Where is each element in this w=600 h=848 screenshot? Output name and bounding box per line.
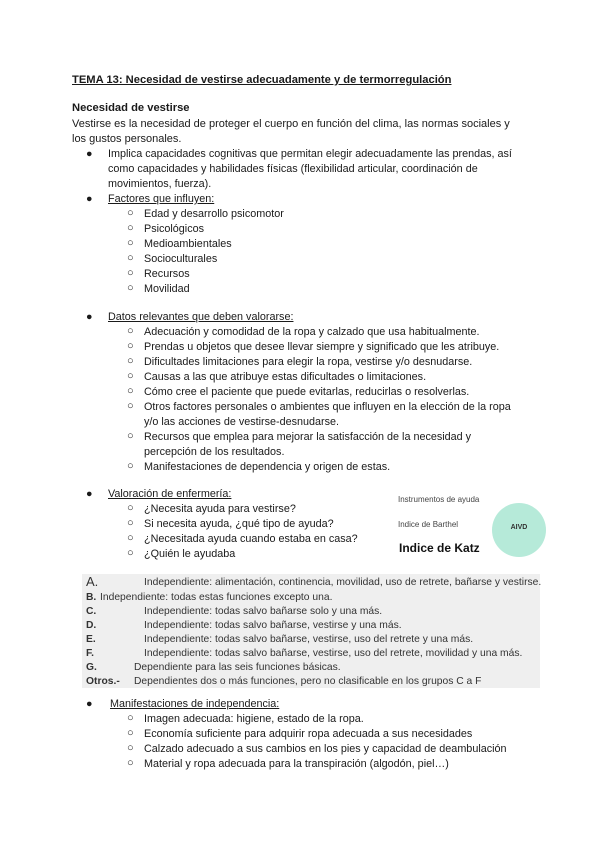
list-item-text: Recursos que emplea para mejorar la satisfacción de la necesidad y — [144, 431, 472, 443]
barthel-label: Indice de Barthel — [398, 520, 459, 529]
circle-bullet: ○ — [127, 385, 134, 397]
circle-bullet: ○ — [127, 532, 134, 544]
circle-bullet: ○ — [127, 517, 134, 529]
circle-bullet: ○ — [127, 502, 134, 514]
katz-desc: Independiente: todas salvo bañarse, vestirse, uso del retrete y una más. — [144, 634, 474, 645]
circle-bullet: ○ — [127, 712, 134, 724]
list-item-text: percepción de los resultados. — [144, 446, 285, 458]
list-item-text: Si necesita ayuda, ¿qué tipo de ayuda? — [144, 518, 334, 530]
katz-desc: Independiente: todas salvo bañarse, vestirse, uso del retrete, movilidad y una más. — [144, 648, 523, 659]
list-item-text: Material y ropa adecuada para la transpiración (algodón, piel…) — [144, 758, 449, 770]
list-item-text: Medioambientales — [144, 238, 232, 250]
instrumentos-label: Instrumentos de ayuda — [398, 495, 480, 504]
list-item-text: Socioculturales — [144, 253, 218, 265]
katz-desc: Dependiente para las seis funciones básicas. — [134, 662, 341, 673]
katz-key: G. — [86, 662, 97, 673]
list-item-text: Calzado adecuado a sus cambios en los pies y capacidad de deambulación — [144, 743, 507, 755]
bullet-dot: ● — [86, 488, 93, 500]
list-item-text: Cómo cree el paciente que puede evitarlas, reducirlas o resolverlas. — [144, 386, 470, 398]
circle-bullet: ○ — [127, 340, 134, 352]
list-item-text: Imagen adecuada: higiene, estado de la ropa. — [144, 713, 364, 725]
circle-bullet: ○ — [127, 547, 134, 559]
bullet-dot: ● — [86, 148, 93, 160]
circle-bullet: ○ — [127, 267, 134, 279]
katz-key: B. — [86, 592, 97, 603]
katz-desc: Dependientes dos o más funciones, pero no clasificable en los grupos C a F — [134, 676, 482, 687]
intro-line: los gustos personales. — [72, 133, 182, 145]
bullet-text: Implica capacidades cognitivas que permitan elegir adecuadamente las prendas, así — [108, 148, 512, 160]
list-item-text: Prendas u objetos que desee llevar siempre y significado que les atribuye. — [144, 341, 500, 353]
intro-paragraph — [72, 117, 532, 147]
circle-bullet: ○ — [127, 400, 134, 412]
list-item-text: Adecuación y comodidad de la ropa y calzado que usa habitualmente. — [144, 326, 480, 338]
circle-bullet: ○ — [127, 207, 134, 219]
bullet-dot: ● — [86, 698, 93, 710]
circle-bullet: ○ — [127, 727, 134, 739]
avd-label: AIVD — [510, 524, 528, 531]
katz-desc: Independiente: alimentación, continencia, movilidad, uso de retrete, bañarse y vestirse. — [144, 577, 542, 588]
bullet-text: como capacidades y habilidades físicas (flexibilidad articular, coordinación de — [108, 163, 478, 175]
circle-bullet: ○ — [127, 430, 134, 442]
katz-key: Otros.- — [86, 676, 120, 687]
list-item-text: ¿Quién le ayudaba — [144, 548, 236, 560]
katz-key: A. — [86, 574, 99, 589]
list-item-text: Movilidad — [144, 283, 190, 295]
circle-bullet: ○ — [127, 742, 134, 754]
bullet-label: Valoración de enfermería: — [108, 488, 232, 500]
circle-bullet: ○ — [127, 222, 134, 234]
section-heading: Necesidad de vestirse — [72, 102, 190, 114]
avd-circle — [492, 503, 546, 557]
list-item-text: Economía suficiente para adquirir ropa adecuada a sus necesidades — [144, 728, 473, 740]
bullet-text: movimientos, fuerza). — [108, 178, 212, 190]
circle-bullet: ○ — [127, 460, 134, 472]
bullet-label: Datos relevantes que deben valorarse: — [108, 311, 294, 323]
katz-desc: Independiente: todas salvo bañarse solo y una más. — [144, 606, 383, 617]
katz-key: F. — [86, 648, 95, 659]
bullet-dot: ● — [86, 311, 93, 323]
circle-bullet: ○ — [127, 325, 134, 337]
list-item-text: y/o las acciones de vestirse-desnudarse. — [144, 416, 340, 428]
circle-bullet: ○ — [127, 757, 134, 769]
katz-key: C. — [86, 606, 97, 617]
list-item-text: ¿Necesita ayuda para vestirse? — [144, 503, 296, 515]
intro-line: Vestirse es la necesidad de proteger el cuerpo en función del clima, las normas sociales y — [72, 118, 510, 130]
list-item-text: Edad y desarrollo psicomotor — [144, 208, 284, 220]
list-item-text: Manifestaciones de dependencia y origen de estas. — [144, 461, 391, 473]
list-item-text: Dificultades limitaciones para elegir la ropa, vestirse y/o desnudarse. — [144, 356, 473, 368]
katz-key: D. — [86, 620, 97, 631]
document-title: TEMA 13: Necesidad de vestirse adecuadamente y de termorregulación — [72, 74, 452, 86]
katz-desc: Independiente: todas estas funciones excepto una. — [100, 592, 333, 603]
bullet-label: Factores que influyen: — [108, 193, 215, 205]
circle-bullet: ○ — [127, 252, 134, 264]
katz-desc: Independiente: todas salvo bañarse, vestirse y una más. — [144, 620, 402, 631]
bullet-label: Manifestaciones de independencia: — [110, 698, 280, 710]
list-item-text: Otros factores personales o ambientes que influyen en la elección de la ropa — [144, 401, 511, 413]
circle-bullet: ○ — [127, 237, 134, 249]
list-item-text: Causas a las que atribuye estas dificultades o limitaciones. — [144, 371, 427, 383]
list-item-text: Recursos — [144, 268, 190, 280]
circle-bullet: ○ — [127, 282, 134, 294]
circle-bullet: ○ — [127, 355, 134, 367]
circle-bullet: ○ — [127, 370, 134, 382]
katz-key: E. — [86, 634, 96, 645]
list-item-text: ¿Necesitada ayuda cuando estaba en casa? — [144, 533, 358, 545]
list-item-text: Psicológicos — [144, 223, 205, 235]
bullet-dot: ● — [86, 193, 93, 205]
katz-heading: Indice de Katz — [399, 541, 480, 555]
